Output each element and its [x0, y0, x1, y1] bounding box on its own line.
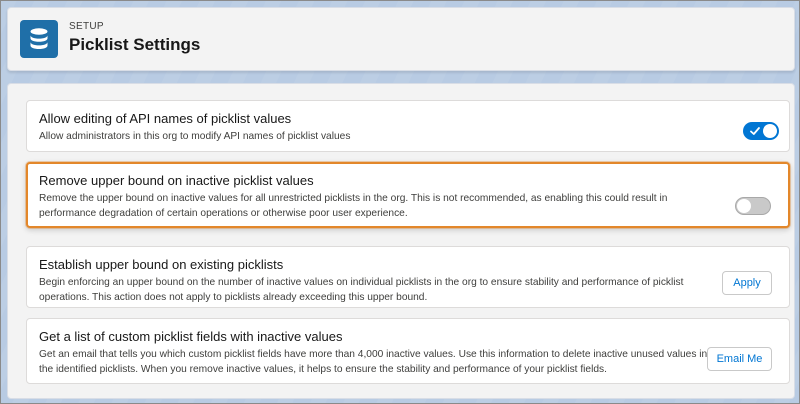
setting-description: Remove the upper bound on inactive values for all unrestricted picklists in the org. This is not recommended, as enabling this could result in performance degradation of certain operations or otherwise poor user experience.	[39, 193, 668, 219]
setting-title: Establish upper bound on existing picklists	[39, 257, 284, 272]
check-icon	[749, 125, 761, 137]
apply-button[interactable]: Apply	[722, 271, 772, 295]
edit-api-names-toggle[interactable]	[743, 122, 779, 140]
setting-row-email-inactive-fields	[26, 318, 790, 384]
setting-title: Get a list of custom picklist fields with inactive values	[39, 329, 343, 344]
setting-row-establish-upper-bound	[26, 246, 790, 308]
database-icon	[20, 20, 58, 58]
page-header	[7, 7, 795, 71]
toggle-knob	[763, 124, 777, 138]
setting-description: Begin enforcing an upper bound on the number of inactive values on individual picklists in the org to ensure stability and performance of picklist operations. This action does not apply to picklists already exceeding this upper bound.	[39, 277, 684, 303]
remove-upper-bound-toggle[interactable]	[735, 197, 771, 215]
setting-description: Get an email that tells you which custom picklist fields have more than 4,000 inactive values. Use this information to delete inactive unused values in the identified picklists. When you remove inactive values, it helps to ensure the stability and performance of your picklist fields.	[39, 349, 708, 375]
setting-row-remove-upper-bound	[26, 162, 790, 228]
settings-panel	[7, 83, 795, 399]
page-title: Picklist Settings	[69, 35, 201, 54]
setting-title: Remove upper bound on inactive picklist values	[39, 173, 314, 188]
toggle-knob	[737, 199, 751, 213]
breadcrumb-setup: SETUP	[69, 21, 104, 32]
email-me-button[interactable]: Email Me	[707, 347, 772, 371]
setting-row-edit-api-names	[26, 100, 790, 152]
setting-title: Allow editing of API names of picklist values	[39, 111, 292, 126]
setting-description: Allow administrators in this org to modify API names of picklist values	[39, 131, 351, 142]
